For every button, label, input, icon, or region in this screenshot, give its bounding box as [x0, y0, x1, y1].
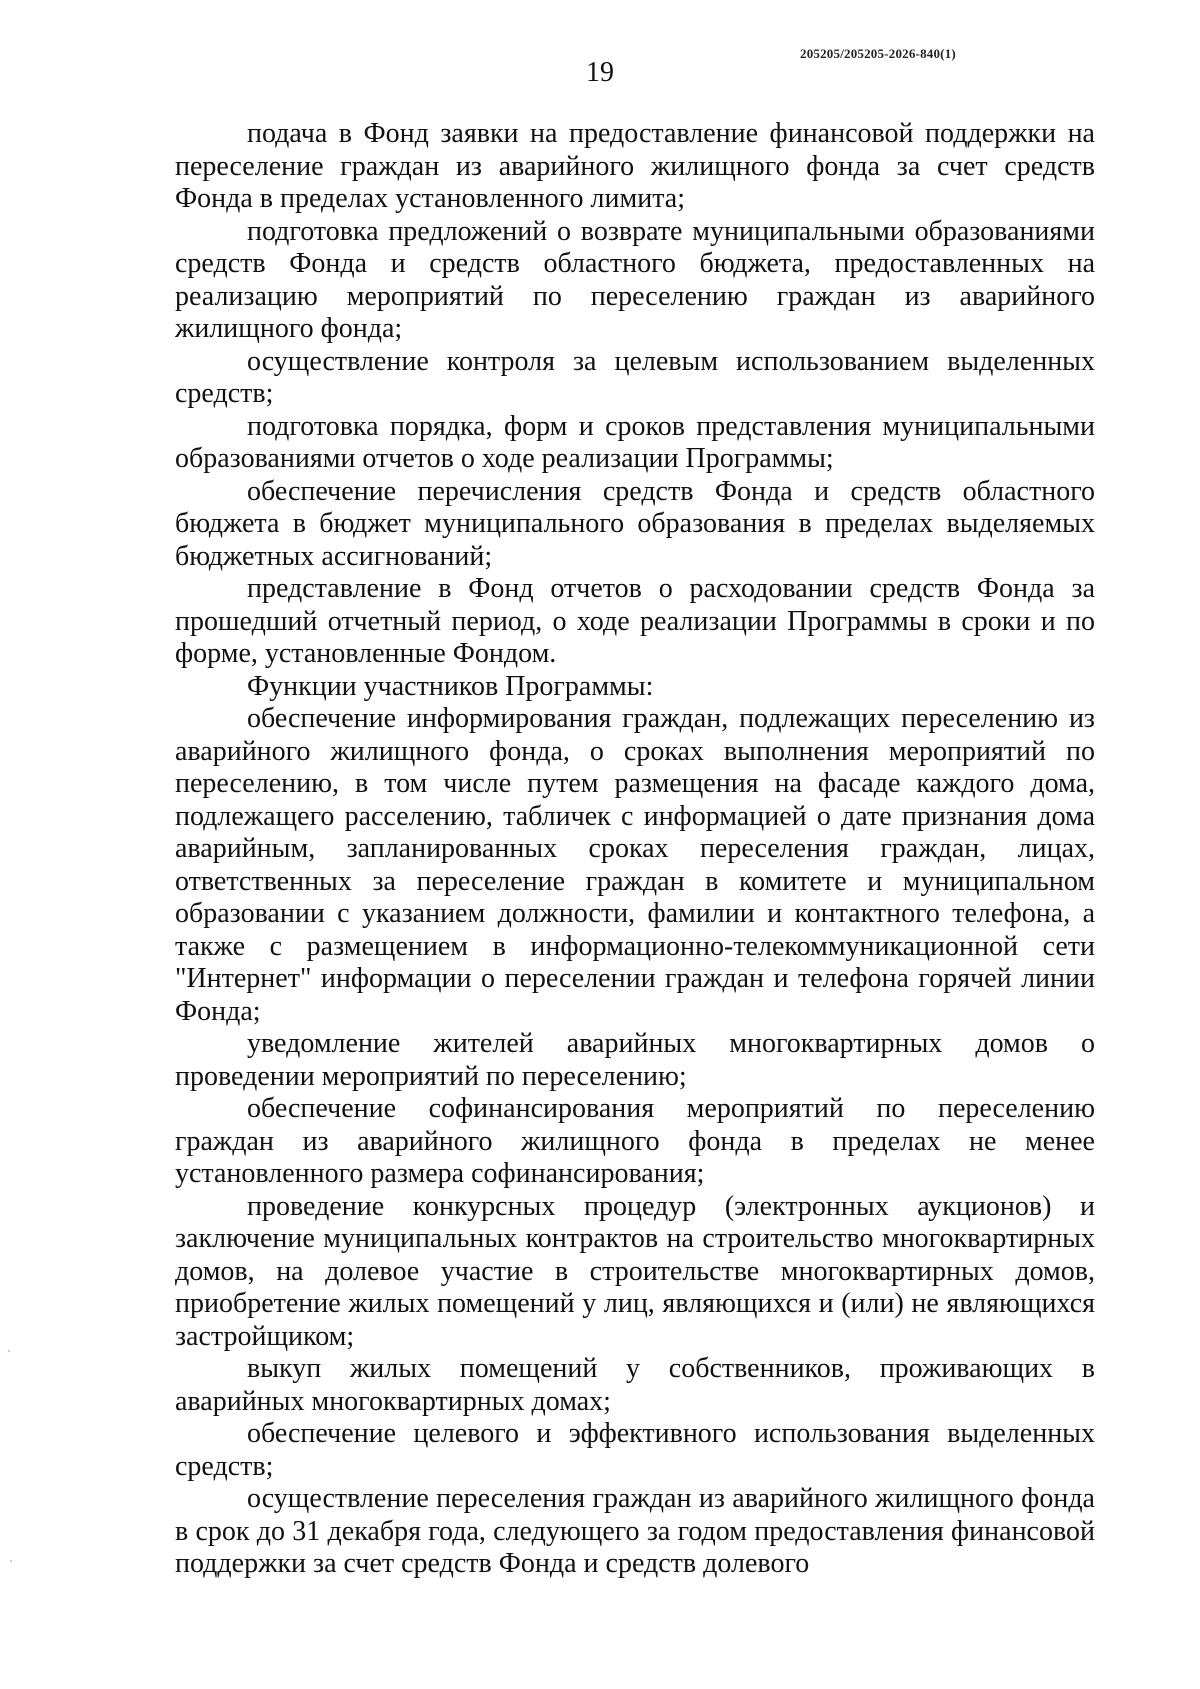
paragraph: обеспечение софинансирования мероприятий по переселению граждан из аварийного жилищного фонда в пределах не менее установленного размера софинансирования; [175, 1093, 1095, 1189]
paragraph: проведение конкурсных процедур (электронных аукционов) и заключение муниципальных контрактов на строительство многоквартирных домов, на долевое участие в строительстве многоквартирных домов, приобретение жилых помещений у лиц, являющихся и (или) не являющихся застройщиком; [175, 1190, 1095, 1352]
paragraph: обеспечение целевого и эффективного использования выделенных средств; [175, 1418, 1095, 1482]
paragraph: подготовка предложений о возврате муниципальными образованиями средств Фонда и средств областного бюджета, предоставленных на реализацию мероприятий по переселению граждан из аварийного жилищного фонда; [175, 215, 1095, 344]
paragraph: осуществление переселения граждан из аварийного жилищного фонда в срок до 31 декабря года, следующего за годом предоставления финансовой поддержки за счет средств Фонда и средств долевого [175, 1483, 1095, 1579]
paragraph: обеспечение перечисления средств Фонда и средств областного бюджета в бюджет муниципального образования в пределах выделяемых бюджетных ассигнований; [175, 475, 1095, 572]
paragraph: выкуп жилых помещений у собственников, проживающих в аварийных многоквартирных домах; [175, 1353, 1095, 1417]
section-heading: Функции участников Программы: [247, 670, 654, 702]
document-body [175, 118, 1095, 1581]
paragraph: представление в Фонд отчетов о расходовании средств Фонда за прошедший отчетный период, о ходе реализации Программы в сроки и по форме, установленные Фондом. [175, 573, 1095, 669]
paragraph: обеспечение информирования граждан, подлежащих переселению из аварийного жилищного фонда, о сроках выполнения мероприятий по переселению, в том числе путем размещения на фасаде каждого дома, подлежащего расселению, табличек с информацией о дате признания дома аварийным, запланированных сроках переселения граждан, лицах, ответственных за переселение граждан в комитете и муниципальном образовании с указанием должности, фамилии и контактного телефона, а также с размещением в информационно-телекоммуникационной сети "Интернет" информации о переселении граждан и телефона горячей линии Фонда; [175, 703, 1095, 1027]
paragraph: осуществление контроля за целевым использованием выделенных средств; [175, 345, 1095, 409]
document-code: 205205/205205-2026-840(1) [800, 46, 956, 61]
paragraph: подача в Фонд заявки на предоставление финансовой поддержки на переселение граждан из аварийного жилищного фонда за счет средств Фонда в пределах установленного лимита; [175, 118, 1095, 214]
scan-speck [8, 1350, 10, 1352]
scan-speck [10, 1560, 12, 1562]
paragraph: уведомление жителей аварийных многоквартирных домов о проведении мероприятий по переселению; [175, 1028, 1095, 1092]
paragraph: подготовка порядка, форм и сроков представления муниципальными образованиями отчетов о ходе реализации Программы; [175, 410, 1095, 474]
page-number: 19 [586, 57, 614, 88]
